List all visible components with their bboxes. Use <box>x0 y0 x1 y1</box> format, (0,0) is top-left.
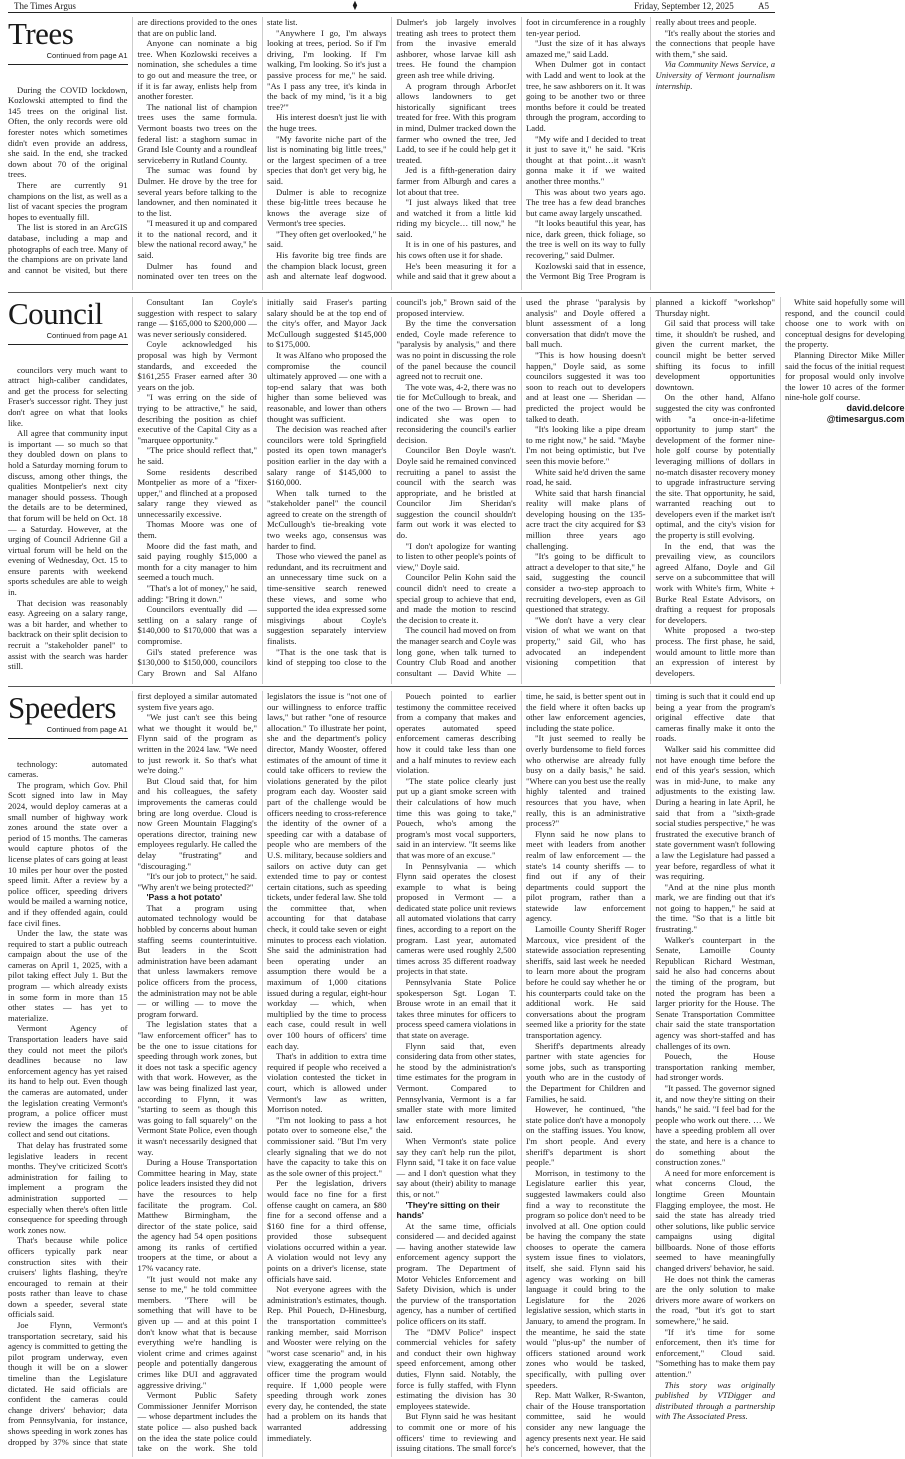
body-paragraph: The list is stored in an ArcGIS database, including a map and photographs of each tree. Many of the champions are on private land and cannot be visited, but there are directions provided to the ones that are on public land. <box>8 17 257 275</box>
council-story <box>8 292 905 686</box>
body-paragraph: The decision was reached after councilors were told Springfield posted its open town manager's position earlier in the day with a salary range of $145,000 to $160,000. <box>267 424 387 488</box>
body-paragraph: Vermont Agency of Transportation leaders have said they could not meet the pilot's deadlines because no law enforcement agency has yet raised its hand to help out. Even though the cameras are automated, under the legislation creating Vermont's program, a police officer must review the images the cameras collect and send out citations. <box>8 1023 128 1140</box>
body-paragraph: White proposed a two-step process. The first phase, he said, would amount to little more than an expression of interest by developers. <box>655 625 775 678</box>
body-paragraph: The national list of champion trees uses the same formula. Vermont boasts two trees on the federal list: a staghorn sumac in Grand Isle County and a roundleaf serviceberry in Rutland County. <box>137 101 257 165</box>
body-paragraph: His interest doesn't just lie with the huge trees. <box>267 112 387 133</box>
body-paragraph: "Just the size of it has always amazed me," said Ladd. <box>526 38 646 59</box>
byline-name: david.delcore <box>846 402 905 413</box>
body-paragraph: White said hopefully some will respond, and the council could choose one to work with on conceptual designs for developing the property. <box>785 297 905 350</box>
body-paragraph: The council had moved on from the manager search and Coyle was long gone, when talk turned to Country Club Road and another consultant — David White — used the phrase "paralysis by analysis" and Doyle offered a blunt assessment of a long conversation that didn't move the ball much. <box>396 297 646 678</box>
newspaper-page <box>8 0 905 1459</box>
body-paragraph: "This is how housing doesn't happen," Doyle said, as some councilors suggested it was too soon to reach out to developers and at least one — Sheridan — predicted the project would be talked to death. <box>526 349 646 424</box>
body-paragraph: White said that harsh financial reality will make plans of developing housing on the 135-acre tract the city acquired for $3 million three years ago challenging. <box>526 487 646 551</box>
page-number: A5 <box>758 0 769 11</box>
speeders-story <box>8 686 775 1459</box>
council-headline: Council <box>8 296 103 331</box>
body-paragraph: "I was erring on the side of trying to be attractive," he said, describing the position as chief executive of the Capital City as a "marquee opportunity." <box>137 392 257 445</box>
body-paragraph: "It just seemed to really be overly burdensome to field forces who otherwise are already fully busy on a daily basis," he said. "Where can you best use the really highly talented and trained resources that you have, when really, this is an administrative process?" <box>526 733 646 829</box>
body-paragraph: "It's going to be difficult to attract a developer to that site," he said, suggesting the council consider a two-step approach to recruiting developers, even as Gil questioned that strategy. <box>526 551 646 615</box>
body-paragraph: Vermont Public Safety Commissioner Jennifer Morrison — whose department includes the state police — also pushed back on the idea the state police could take on the work. She told legislators the issue is "not one of our willingness to enforce traffic laws," but rather "one of resource allocation." To illustrate her point, she and the department's policy director, Mandy Wooster, offered estimates of the amount of time it could take officers to review the violations generated by the pilot program each day. Wooster said part of the challenge would be officers needing to cross-reference the identity of the owner of a speeding car with a database of people who are members of the U.S. military, because soldiers and sailors on active duty can get extended time to pay or contest certain citations, such as speeding tickets, under federal law. She told the committee that, when accounting for that database check, it could take seven or eight minutes to process each violation. She said the administration had been operating under an assumption there would be a maximum of 1,000 citations issued during a regular, eight-hour workday — which, when multiplied by the time to process each case, could result in well over 100 hours of officers' time each day. <box>137 691 387 1454</box>
body-paragraph: Gil's stated preference was $130,000 to $150,000, councilors Cary Brown and Sal Alfano initially said Fraser's parting salary should be at the top end of the city's offer, and Mayor Jack McCullough suggested $145,000 to $175,000. <box>137 297 387 678</box>
body-paragraph: Planning Director Mike Miller said the focus of the initial request for proposal would only involve the lower 10 acres of the former nine-hole golf course. <box>785 349 905 403</box>
trees-credit: Via Community News Service, a University of Vermont journalism internship. <box>655 59 775 91</box>
body-paragraph: Thomas Moore was one of them. <box>137 519 257 541</box>
issue-date: Friday, September 12, 2025 <box>634 0 734 11</box>
body-paragraph: That decision was reasonably easy. Agreeing on a salary range, was a bit harder, and whether to backtrack on their split decision to recruit a "stakeholder panel" to assist with the search was harder still. <box>8 597 128 672</box>
body-paragraph: "That is the one task that is kind of stepping too close to the council's job," Brown said of the proposed interview. <box>267 297 516 668</box>
body-paragraph: He does not think the cameras are the only solution to make drivers more aware of workers on the road, "but it's got to start somewhere," he said. <box>655 1273 775 1327</box>
body-paragraph: "It's our job to protect," he said. "Why aren't we being protected?" <box>137 871 257 892</box>
body-paragraph: technology: automated cameras. <box>8 758 128 780</box>
body-paragraph: Rep. Matt Walker, R-Swanton, chair of the House transportation committee, said he would consider any new language the agency presents next year. He said he's concerned, however, that the timing is such that it could end up being a year from the program's original effective date that cameras finally make it onto the roads. <box>526 691 775 1454</box>
body-paragraph: Morrison, in testimony to the Legislature earlier this year, suggested lawmakers could also find a way to reconstitute the program so police don't need to be involved at all. One option could be having the company the state chooses to operate the camera system issue fines to violators, itself, she said. Flynn said his agency was working on bill language it could bring to the Legislature for the 2026 legislative session, which starts in January, to amend the program. In the meantime, he said the state would "plus-up" the number of officers stationed around work zones who would be tasked, specifically, with pulling over speeders. <box>526 1167 646 1390</box>
body-paragraph: "My wife and I decided to treat it just to save it," he said. "Kris thought at that point…it wasn't gonna make it if we waited another three months." <box>526 133 646 186</box>
body-paragraph: Kozlowski said that in essence, the Vermont Big Tree Program is really about trees and people. <box>526 17 757 282</box>
body-paragraph: "It's really about the stories and the connections that people have with them," she said. <box>655 27 775 59</box>
body-paragraph: White said he'd driven the same road, he said. <box>526 466 646 488</box>
body-paragraph: During a House Transportation Committee hearing in May, state police leaders insisted they did not have the resources to help facilitate the program. Col. Matthew Birmingham, the director of the state police, said the agency had 54 open positions among its ranks of certified troopers at the time, or about a 17% vacancy rate. <box>137 1157 257 1274</box>
body-paragraph: "My favorite niche part of the list is nominating big little trees," or the largest specimen of a tree species that don't get very big, he said. <box>267 133 387 186</box>
body-paragraph: The legislation states that a "law enforcement officer" has to be the one to issue citations for speeding through work zones, but it does not task a specific agency with that work. However, as the law was being finalized last year, according to Flynn, it was "starting to seem as though this was going to fall squarely" on the Vermont State Police, even though it wasn't necessarily designed that way. <box>137 1019 257 1157</box>
body-paragraph: Gil said that process will take time, it shouldn't be rushed, and given the current market, the council might be better served shifting its focus to infill development opportunities downtown. <box>655 318 775 392</box>
body-paragraph: "It's looking like a pipe dream to me right now," he said. "Maybe I'm not being optimistic, but I've seen this movie before." <box>526 424 646 466</box>
trees-story <box>8 13 775 292</box>
speeders-jump-line: Continued from page A1 <box>8 725 128 739</box>
body-paragraph: The sumac was found by Dulmer. He drove by the tree for several years before talking to the landowner, and then nominated it to the list. <box>137 165 257 218</box>
body-paragraph: "It just would not make any sense to me," he told committee members. "There will be something that will have to be given up — and at this point I don't know what that is because everything we're handling is violent crime and crimes against people and potentially dangerous crimes like DUI and aggravated aggressive driving." <box>137 1273 257 1390</box>
body-paragraph: Consultant Ian Coyle's suggestion with respect to salary range — $165,000 to $200,000 — was never seriously considered. <box>137 297 257 339</box>
body-paragraph: A need for more enforcement is what concerns Cloud, the longtime Green Mountain Flagging employee, the most. He said the state has already tried other solutions, like public service campaigns using digital billboards. None of those efforts seemed to have meaningfully changed drivers' behavior, he said. <box>655 1167 775 1274</box>
body-paragraph: Walker's counterpart in the Senate, Lamoille County Republican Richard Westman, said he also had concerns about the timing of the program, but noted the program has been a larger priority for the House. The Senate Transportation Committee chair said the state transportation agency was short-staffed and has challenges of its own. <box>655 934 775 1051</box>
body-paragraph: Moore did the fast math, and said paying roughly $15,000 a month for a city manager to him seemed a touch much. <box>137 540 257 583</box>
body-paragraph: When Dulmer got in contact with Ladd and went to look at the tree, he saw ashborers on it. It was going to be another two or three months before it could be treated through the program, according to Ladd. <box>526 59 646 133</box>
body-paragraph: That a program using automated technology would be hobbled by concerns about human staffing seems counterintuitive. But leaders in the Scott administration have been adamant that unless lawmakers remove police officers from the process, the administration may not be able — or willing — to move the program forward. <box>137 902 257 1019</box>
body-paragraph: During the COVID lockdown, Kozlowski attempted to find the 145 trees on the original list. Often, the only records were old forester notes which sometimes didn't even provide an address, she said. In the end, she tracked down about 70 of the original trees. <box>8 84 128 180</box>
body-paragraph: In the end, that was the prevailing view, as councilors agreed Alfano, Doyle and Gil serve on a subcommittee that will work with White's firm, White + Burke Real Estate Advisors, on drafting a request for proposals for developers. <box>655 540 775 625</box>
body-paragraph: Councilors eventually did — settling on a salary range of $140,000 to $170,000 that was a compromise. <box>137 604 257 646</box>
body-paragraph: "That's a lot of money," he said, adding: "Bring it down." <box>137 583 257 604</box>
body-paragraph: When talk turned to the "stakeholder panel" the council agreed to create on the strength of McCullough's tie-breaking vote two weeks ago, consensus was harder to find. <box>267 487 387 551</box>
speeders-headline-block <box>8 691 128 739</box>
body-paragraph: Coyle acknowledged his proposal was high by Vermont standards, and exceeded the $161,255 Fraser earned after 30 years on the job. <box>137 339 257 392</box>
body-paragraph: "They often get overlooked," he said. <box>267 228 387 250</box>
paper-name: The Times Argus <box>14 0 76 11</box>
body-paragraph: He's been measuring it for a while and said that it grew about a foot in circumference in a roughly ten-year period. <box>396 17 646 282</box>
body-paragraph: It was Alfano who proposed the compromise the council ultimately approved — one with a top-end salary that was both higher than some believed was reasonable, and lower than others thought was sufficient. <box>267 349 387 424</box>
body-paragraph: councilors very much want to attract high-caliber candidates, and get the process for selecting Fraser's successor right. They just don't agree on what that looks like. <box>8 364 128 428</box>
body-paragraph: "The state police clearly just put up a giant smoke screen with their calculations of how much time this was going to take," Pouech, who's among the program's most vocal supporters, said in an interview. "It seems like that was more of an excuse." <box>396 775 516 860</box>
body-paragraph: "We just can't see this being what we thought it would be," Flynn said of the program as written in the 2024 law. "We need to just rework it. So that's what we're doing." <box>137 712 257 776</box>
running-head <box>8 0 775 13</box>
trees-columns <box>8 17 775 290</box>
body-paragraph: "Anywhere I go, I'm always looking at trees, period. So if I'm driving, I'm looking. If I'm walking, I'm looking. So it's just a passive process for me," he said. "As I pass any tree, it's kinda in the back of my mind, 'is it a big tree?'" <box>267 27 387 112</box>
body-paragraph: This was about two years ago. The tree has a few dead branches but came away largely unscathed. <box>526 186 646 218</box>
body-paragraph: That's in addition to extra time required if people who received a violation contested the ticket in court, which is allowed under Vermont's law as written, Morrison noted. <box>267 1051 387 1115</box>
body-paragraph: Not everyone agrees with the administration's estimates, though. Rep. Phil Pouech, D-Hinesburg, the transportation committee's ranking member, said Morrison and Wooster were relying on the "worst case scenario" and, in his view, exaggerating the amount of officer time the program would require. If 1,000 people were speeding through work zones every day, he contended, the state had a problem on its hands that warranted addressing immediately. <box>267 1284 387 1443</box>
body-paragraph: "I measured it up and compared it to the national record, and it blew the national record away," he said. <box>137 218 257 261</box>
body-paragraph: "It looks beautiful this year, has nice, dark green, thick foliage, so the tree is well on its way to fully recovering," said Dulmer. <box>526 218 646 261</box>
body-paragraph: Flynn said he now plans to meet with leaders from another realm of law enforcement — the state's 14 county sheriffs — to find out if any of their departments could support the pilot program, rather than a statewide law enforcement agency. <box>526 828 646 924</box>
trees-headline: Trees <box>8 16 74 51</box>
body-paragraph: That's because while police officers typically park near construction sites with their cruisers' lights flashing, they're encouraged to remain at their posts rather than leave to chase down a speeder, several state officials said. <box>8 1235 128 1320</box>
speeders-credit: This story was originally published by VTDigger and distributed through a partnership with The Associated Press. <box>655 1379 775 1422</box>
council-body <box>8 297 905 684</box>
body-paragraph: Jed is a fifth-generation dairy farmer from Alburgh and cares a lot about that tree. <box>396 165 516 197</box>
council-headline-block <box>8 297 128 345</box>
body-paragraph: Pouech pointed to earlier testimony the committee received from a company that makes and operates automated speed enforcement cameras describing how it could take less than one and a half minutes to review each violation. <box>396 691 516 776</box>
body-paragraph: That delay has frustrated some legislative leaders in recent months. They've criticized Scott's administration for failing to implement a program the administration supported — especially when there's often little consequence for speeding through work zones now. <box>8 1139 128 1235</box>
body-paragraph: "It passed. The governor signed it, and now they're sitting on their hands," he said. "I feel bad for the people who work out there. … We have a speeding problem all over the state, and here is a chance to do something about the construction zones." <box>655 1082 775 1168</box>
subhead-sitting-on-hands: 'They're sitting on their hands' <box>396 1199 500 1221</box>
body-paragraph: Joe Flynn, Vermont's transportation secretary, said his agency is committed to getting the pilot program underway, even though it will be on a slower timeline than the Legislature dictated. He said officials are confident the cameras could change drivers' behavior; data from Pennsylvania, for instance, shows speeding in work zones has dropped by 37% since that state first deployed a similar automated system five years ago. <box>8 691 257 1447</box>
speeders-headline: Speeders <box>8 690 116 725</box>
body-paragraph: Under the law, the state was required to start a public outreach campaign about the use of the cameras on April 1, 2025, with a pilot taking effect July 1. But the program — which already exists in some form in more than 15 other states — has yet to materialize. <box>8 928 128 1023</box>
body-paragraph: A program through ArborJet allows landowners to get historically significant trees treated for free. With this program in mind, Dulmer tracked down the farmer who owned the tree, Jed Ladd, to see if he could help get it treated. <box>396 80 516 165</box>
body-paragraph: There are currently 91 champions on the list, as well as a list of vacant species the program hopes to eventually fill. <box>8 179 128 222</box>
body-paragraph: Those who viewed the panel as redundant, and its recruitment and an unnecessary time suck on a time-sensitive search renewed these views, and some who supported the idea expressed some misgivings about Coyle's suggestion separately interview finalists. <box>267 551 387 646</box>
body-paragraph: "I just always liked that tree and watched it from a little kid riding my bicycle… till now," he said. <box>396 197 516 239</box>
body-paragraph: In Pennsylvania — which Flynn said operates the closest example to what is being proposed in Vermont — a dedicated state police unit reviews all automated violations that carry fines, according to a report on the program. Last year, automated cameras were used roughly 2,500 times across 35 different roadway projects in that state. <box>396 860 516 977</box>
body-paragraph: Dulmer has found and nominated over ten trees on the state list. <box>137 17 298 282</box>
trees-jump-line: Continued from page A1 <box>8 51 128 65</box>
body-paragraph: The program, which Gov. Phil Scott signed into law in May 2024, would deploy cameras at a small number of highway work zones around the state over a period of 15 months. The cameras would capture photos of the license plates of cars going at least 10 miles per hour over the posted speed limit. After a review by a police officer, speeding drivers would be mailed a warning notice, and if they offended again, could face civil fines. <box>8 779 128 928</box>
body-paragraph: By the time the conversation ended, Coyle made reference to "paralysis by analysis," and there was no point in discussing the role of the panel because the council agreed not to recruit one. <box>396 318 516 382</box>
body-paragraph: Councilor Ben Doyle wasn't. Doyle said he remained convinced recruiting a panel to assist the council with the search was appropriate, and he bristled at Councilor Jim Sheridan's suggestion the council shouldn't farm out work it was elected to do. <box>396 445 516 541</box>
body-paragraph: Anyone can nominate a big tree. When Kozlowski receives a nomination, she schedules a time to go out and measure the tree, or if it is far away, enlists help from another forester. <box>137 38 257 102</box>
body-paragraph: But Flynn said he was hesitant to commit one or more of his officers' time to reviewing and issuing citations. The small force's time, he said, is better spent out in the field where it often backs up other law enforcement agencies, including the state police. <box>396 691 646 1454</box>
subhead-hot-potato: 'Pass a hot potato' <box>146 892 223 903</box>
body-paragraph: Sheriff's departments already partner with state agencies for some jobs, such as transporting youth who are in the custody of the Department for Children and Families, he said. <box>526 1040 646 1104</box>
speeders-columns <box>8 691 775 1457</box>
body-paragraph: However, he continued, "the state police don't have a monopoly on the staffing issues. You know, I'm short people. And every sheriff's department is short people." <box>526 1104 646 1168</box>
body-paragraph: Dulmer is able to recognize these big-little trees because he knows the average size of Vermont's tree species. <box>267 186 387 229</box>
body-paragraph: "The price should reflect that," he said. <box>137 445 257 466</box>
body-paragraph: Per the legislation, drivers would face no fine for a first offense caught on camera, an $80 fine for a second offense and a $160 fine for a third offense, provided those subsequent violations occurred within a year. A violation would not levy any points on a driver's license, state officials have said. <box>267 1178 387 1284</box>
body-paragraph: Walker said his committee did not have enough time before the end of this year's session, which was in mid-June, to make any adjustments to the existing law. During a hearing in late April, he said that from a "sixth-grade social studies perspective," he was frustrated the executive branch of state government wasn't following a law the Legislature had passed a year before, regardless of what it was requiring. <box>655 743 775 882</box>
body-paragraph: All agree that community input is important — so much so that they doubled down on plans to hold a Saturday morning forum to discuss, among other things, the qualities Montpelier's next city manager should possess. Though the details are to be determined, that forum will be held on Oct. 18 — a Saturday. However, at the urging of Council Adrienne Gil a virtual forum will be held on the evening of Wednesday, Oct. 15 to ensure parents with weekend sports schedules are able to weigh in. <box>8 428 128 598</box>
body-paragraph: "And at the nine plus month mark, we are finding out that it's not going to happen," he said at the time. "So that is a little bit frustrating." <box>655 881 775 935</box>
body-paragraph: At the same time, officials considered — and decided against — having another statewide law enforcement agency support the program. The Department of Motor Vehicles Enforcement and Safety Division, which is under the purview of the transportation agency, has a number of certified police officers on its staff. <box>396 1220 516 1327</box>
body-paragraph: "I'm not looking to pass a hot potato over to someone else," the commissioner said. "But I'm very clearly signaling that we do not have the capacity to take this on as the sole owner of this project." <box>267 1114 387 1178</box>
trees-headline-block <box>8 17 128 65</box>
body-paragraph: "I don't apologize for wanting to listen to other people's points of view," Doyle said. <box>396 540 516 572</box>
body-paragraph: Councilor Pelin Kohn said the council didn't need to create a special group to achieve that end, and made the motion to rescind the decision to create it. <box>396 572 516 625</box>
body-paragraph: "If it's time for some enforcement, then it's time for enforcement," Cloud said. "Something has to make them pay attention." <box>655 1326 775 1379</box>
body-paragraph: Lamoille County Sheriff Roger Marcoux, vice president of the statewide association representing sheriffs, said last week he needed to learn more about the program before he could say whether he or his counterparts could take on the additional work. He said conversations about the program seemed like a priority for the state transportation agency. <box>526 924 646 1040</box>
body-paragraph: It is in one of his pastures, and his cows often use it for shade. <box>396 239 516 261</box>
body-paragraph: On the other hand, Alfano suggested the city was confronted with "a once-in-a-lifetime opportunity to jump start" the development of the former nine-hole golf course by potentially leveraging millions of dollars in no-match disaster recovery money to upgrade infrastructure serving the site. That opportunity, he said, warranted reaching out to developers even if the market isn't optimal, and the city's vision for the property is still evolving. <box>655 392 775 541</box>
body-paragraph: When Vermont's state police say they can't help run the pilot, Flynn said, "I take it on face value — and I don't question what they say about (their) ability to manage this, or not." <box>396 1135 516 1199</box>
body-paragraph: Flynn said that, even considering data from other states, he stood by the administration's time estimates for the program in Vermont. Compared to Pennsylvania, Vermont is a far smaller state with more limited law enforcement resources, he said. <box>396 1040 516 1136</box>
body-paragraph: Pennsylvania State Police spokesperson Sgt. Logan T. Brouse wrote in an email that it takes three minutes for officers to process speed camera violations in that state on average. <box>396 977 516 1040</box>
body-paragraph: "We don't have a very clear vision of what we want on that property," said Gil, who has advocated an independent visioning competition that planned a kickoff "workshop" Thursday night. <box>526 297 775 668</box>
body-paragraph: Pouech, the House transportation ranking member, had stronger words. <box>655 1051 775 1083</box>
body-paragraph: His favorite big tree finds are the champion black locust, green ash and alternate leaf dogwood. Dulmer's job largely involves treating ash trees to protect them from the invasive emerald ashborer, whose larvae kill ash trees. He found the champion green ash tree while driving. <box>267 17 516 282</box>
byline-site: @timesargus.com <box>826 413 905 424</box>
council-jump-line: Continued from page A1 <box>8 331 128 345</box>
body-paragraph: But Cloud said that, for him and his colleagues, the safety improvements the cameras could bring are long overdue. Cloud is now Green Mountain Flagging's operations director, training new employees regularly. He called the delay "frustrating" and "discouraging." <box>137 775 257 871</box>
body-paragraph: The "DMV Police" inspect commercial vehicles for safety and conduct their own highway speed enforcement, among other duties, Flynn said. Notably, the force is fully staffed, with Flynn estimating the division has 30 employees statewide. <box>396 1326 516 1411</box>
body-paragraph: Some residents described Montpelier as more of a "fixer-upper," and flinched at a proposed salary range they viewed as unnecessarily excessive. <box>137 466 257 519</box>
council-columns <box>8 296 905 684</box>
body-paragraph: The vote was, 4-2, there was no tie for McCullough to break, and one of the two — Brown — had indicated she was open to reconsidering the council's earlier decision. <box>396 381 516 445</box>
diamond-ornament-icon: ⧫ <box>352 0 358 10</box>
